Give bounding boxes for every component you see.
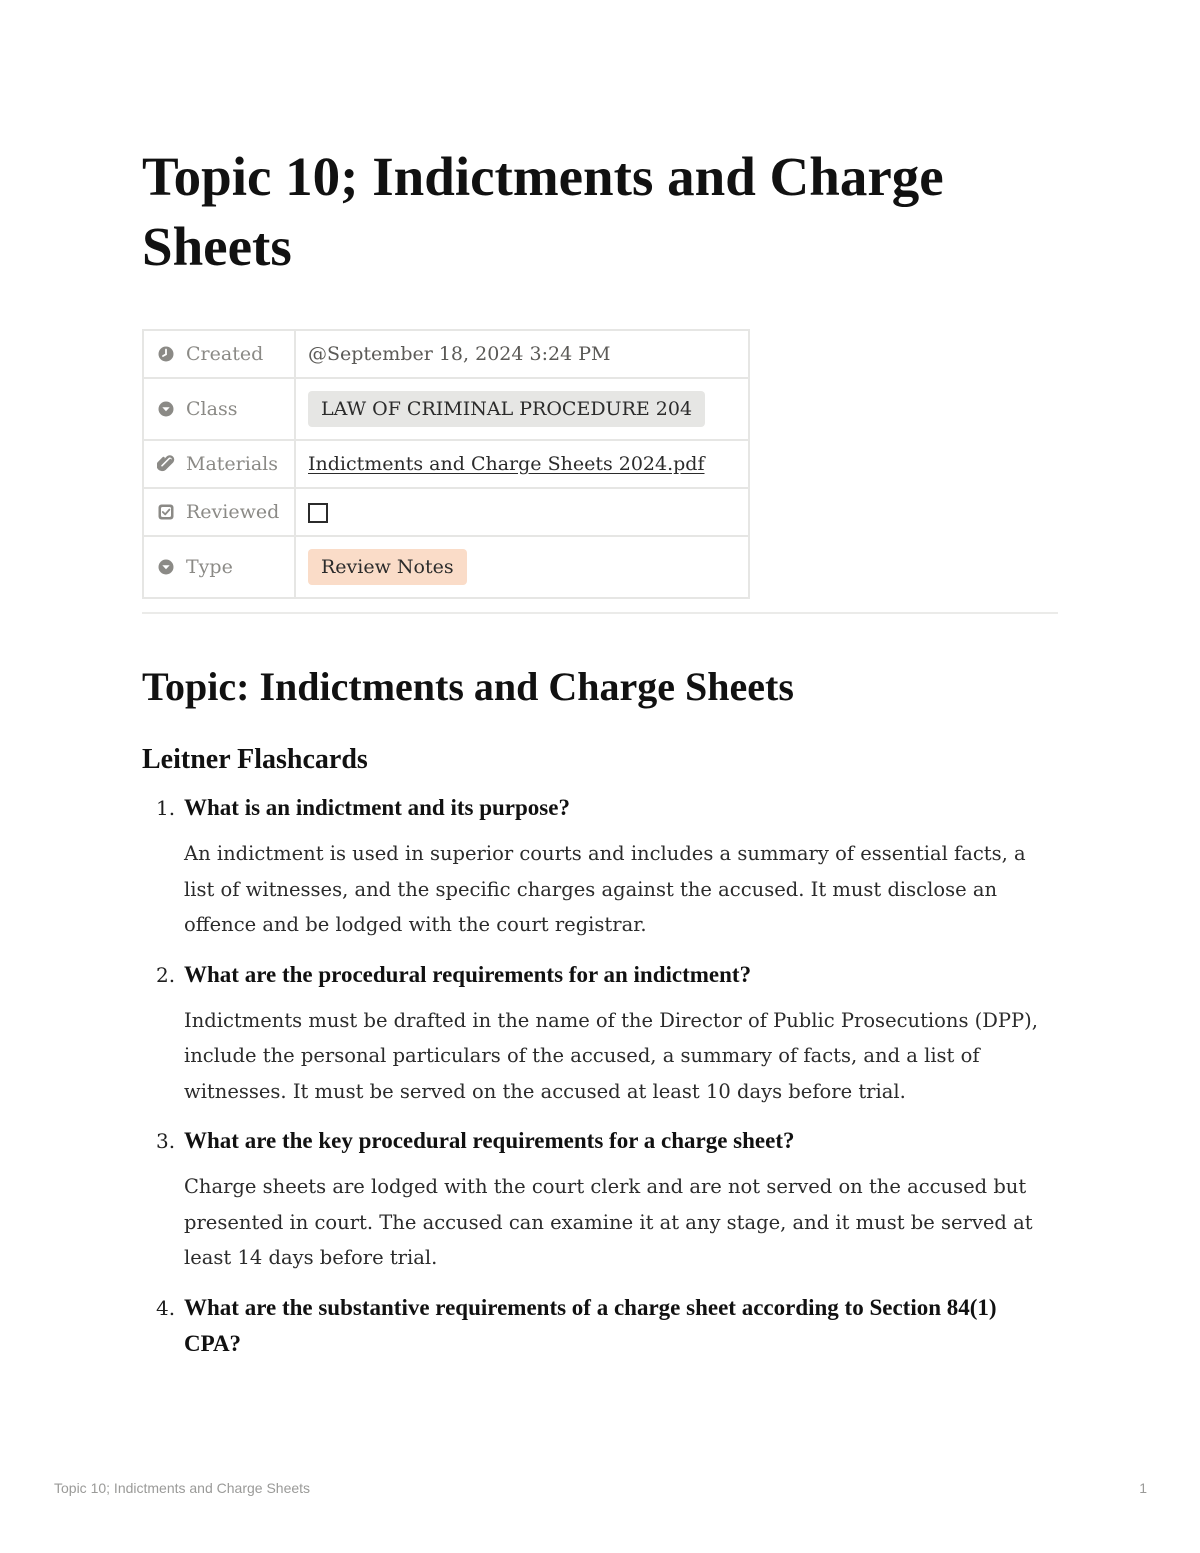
flashcard-answer: Charge sheets are lodged with the court clerk and are not served on the accused but presented in court. The accused can examine it at any stage, and it must be served at least 14 days before trial.	[184, 1175, 1033, 1269]
type-tag[interactable]: Review Notes	[308, 549, 467, 585]
property-row-created	[143, 330, 749, 378]
flashcard-question: What are the procedural requirements for an indictment?	[184, 961, 752, 987]
property-row-type	[143, 536, 749, 598]
flashcard-number: 1.	[156, 796, 176, 820]
class-tag[interactable]: LAW OF CRIMINAL PROCEDURE 204	[308, 391, 705, 427]
flashcard-question: What are the substantive requirements of a charge sheet according to Section 84(1) CPA?	[184, 1294, 997, 1356]
footer-page-number: 1	[1139, 1480, 1147, 1496]
flashcard-question: What is an indictment and its purpose?	[184, 795, 570, 820]
materials-file-link[interactable]: Indictments and Charge Sheets 2024.pdf	[308, 453, 705, 475]
property-row-class	[143, 378, 749, 440]
footer-title: Topic 10; Indictments and Charge Sheets	[54, 1480, 311, 1496]
section-heading: Topic: Indictments and Charge Sheets	[142, 664, 794, 709]
select-icon	[156, 557, 176, 577]
reviewed-checkbox[interactable]	[308, 503, 328, 523]
flashcard-number: 4.	[156, 1295, 176, 1320]
flashcard-number: 3.	[156, 1129, 176, 1153]
properties-table	[142, 329, 750, 599]
property-row-materials	[143, 440, 749, 488]
property-row-reviewed	[143, 488, 749, 536]
flashcard-question: What are the key procedural requirements for a charge sheet?	[184, 1128, 795, 1153]
checkbox-icon	[156, 502, 176, 522]
divider	[142, 612, 1058, 614]
flashcard-item	[142, 790, 1058, 943]
property-label-reviewed: Reviewed	[186, 501, 280, 523]
select-icon	[156, 399, 176, 419]
flashcards-heading: Leitner Flashcards	[142, 744, 368, 775]
property-label-type: Type	[186, 556, 233, 578]
flashcard-answer: An indictment is used in superior courts and includes a summary of essential facts, a list of witnesses, and the specific charges against the accused. It must disclose an offence and be lodged with the court registrar.	[184, 842, 1026, 936]
flashcard-number: 2.	[156, 962, 176, 987]
property-label-class: Class	[186, 398, 238, 420]
paperclip-icon	[156, 454, 176, 474]
property-label-materials: Materials	[186, 453, 278, 475]
property-label-created: Created	[186, 343, 264, 365]
flashcard-item	[142, 957, 1058, 1110]
created-date-value[interactable]: @September 18, 2024 3:24 PM	[308, 343, 611, 365]
flashcard-answer: Indictments must be drafted in the name of the Director of Public Prosecutions (DPP), include the personal particulars of the accused, a summary of facts, and a list of witnesses. It must be served on the accused at least 10 days before trial.	[184, 1008, 1038, 1103]
flashcard-item	[142, 1123, 1058, 1276]
page-title: Topic 10; Indictments and Charge Sheets	[142, 146, 944, 277]
flashcard-item	[142, 1290, 1058, 1362]
clock-icon	[156, 344, 176, 364]
flashcard-list	[142, 790, 1058, 1376]
